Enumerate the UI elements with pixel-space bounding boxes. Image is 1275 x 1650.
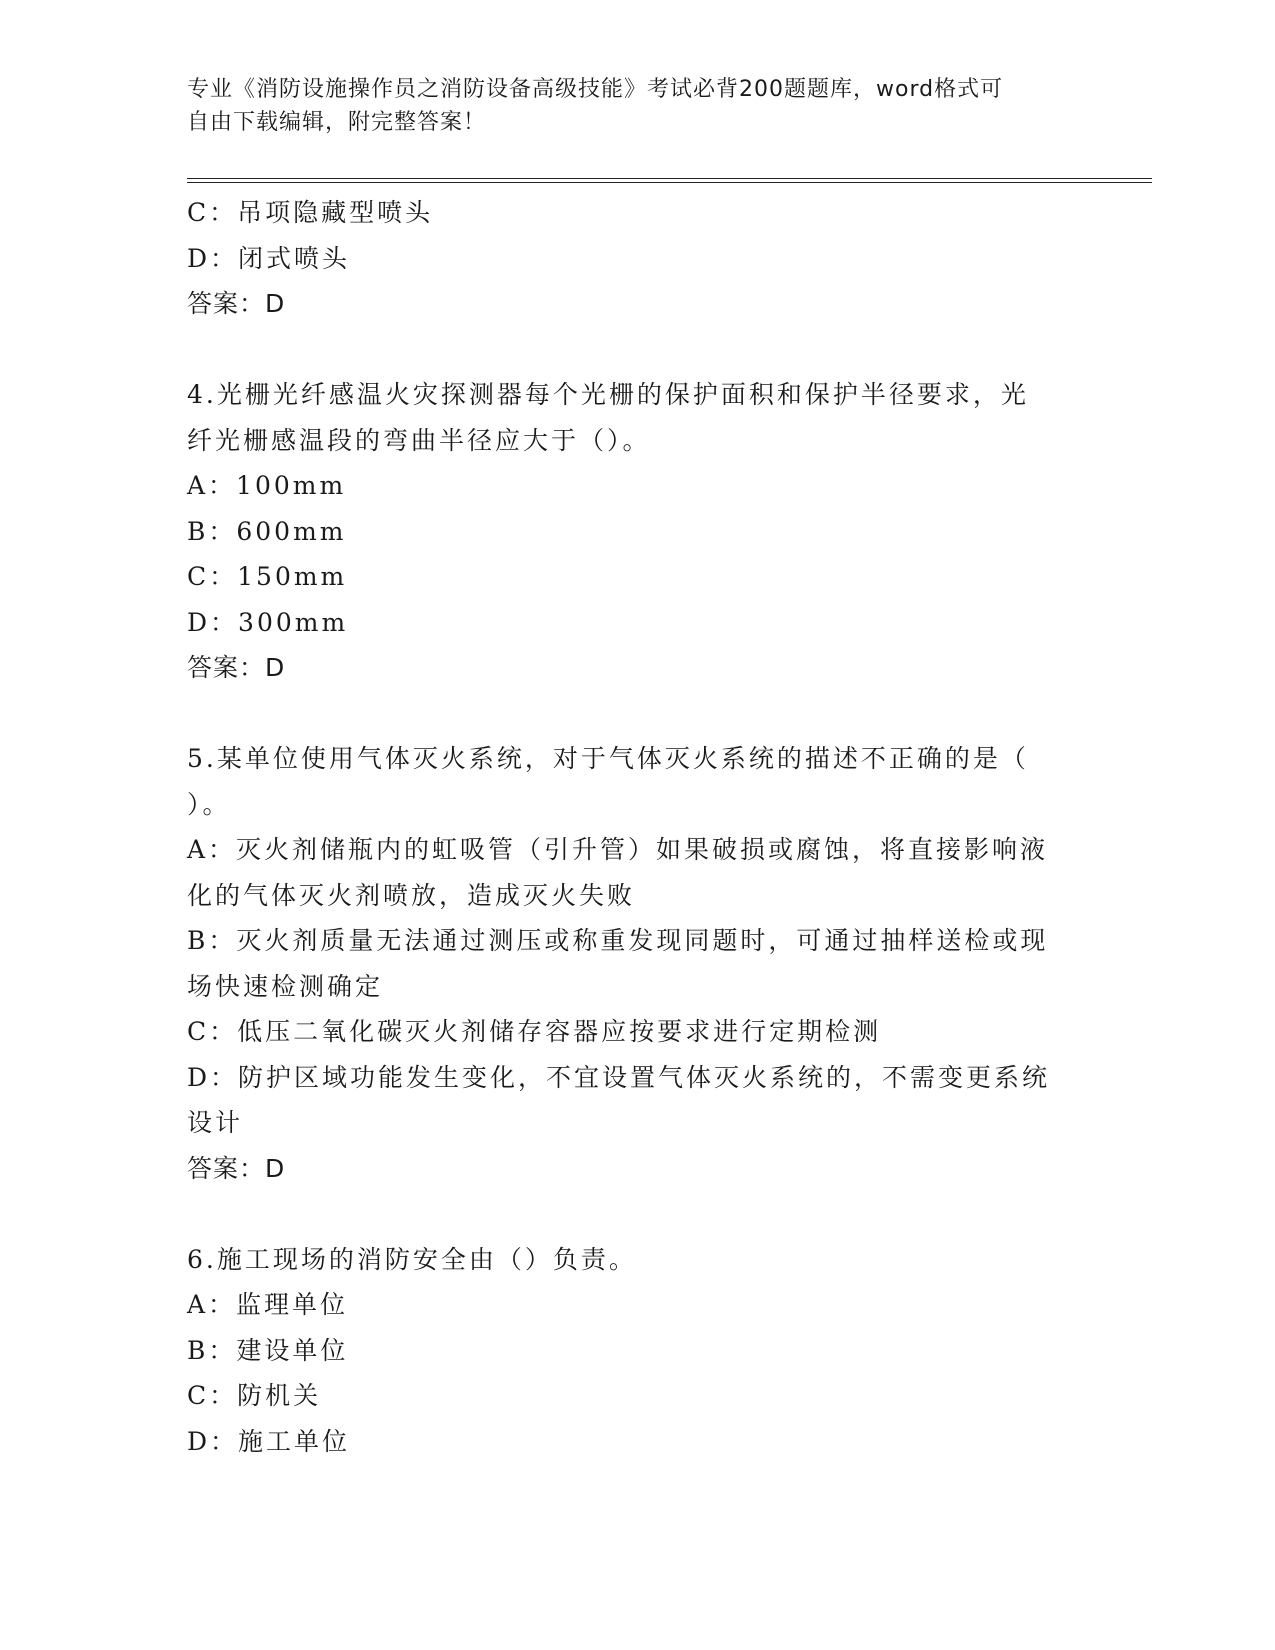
q6-option-a: A：监理单位 xyxy=(187,1290,349,1319)
header-divider xyxy=(187,178,1152,183)
q6-option-d: D：施工单位 xyxy=(187,1426,351,1456)
header-title-line-1: 专业《消防设施操作员之消防设备高级技能》考试必背200题题库，word格式可 xyxy=(187,77,1004,102)
question-6 xyxy=(187,1237,1087,1465)
page-header xyxy=(187,73,1067,139)
question-5 xyxy=(187,736,1087,1191)
q4-option-c: C：150mm xyxy=(187,562,348,591)
q3-answer: 答案：D xyxy=(187,289,286,318)
q6-option-c: C：防机关 xyxy=(187,1381,322,1410)
q4-option-b: B：600mm xyxy=(187,516,347,546)
spacer xyxy=(187,327,1087,373)
q5-stem-line-1: 5.某单位使用气体灭火系统，对于气体灭火系统的描述不正确的是（ xyxy=(187,744,1029,773)
question-content xyxy=(187,190,1087,1464)
q5-option-d-line-1: D：防护区域功能发生变化，不宜设置气体灭火系统的，不需变更系统 xyxy=(187,1062,1051,1092)
q4-option-a: A：100mm xyxy=(187,471,347,500)
question-4 xyxy=(187,372,1087,691)
q4-stem-line-2: 纤光栅感温段的弯曲半径应大于（）。 xyxy=(187,425,651,455)
q4-stem-line-1: 4.光栅光纤感温火灾探测器每个光栅的保护面积和保护半径要求，光 xyxy=(187,380,1029,409)
q5-option-b-line-1: B：灭火剂质量无法通过测压或称重发现同题时，可通过抽样送检或现 xyxy=(187,926,1049,955)
q4-option-d: D：300mm xyxy=(187,607,349,637)
q5-option-b-line-2: 场快速检测确定 xyxy=(187,971,384,1001)
q4-answer: 答案：D xyxy=(187,653,286,682)
q5-option-c: C：低压二氧化碳灭火剂储存容器应按要求进行定期检测 xyxy=(187,1017,882,1046)
q3-option-d: D：闭式喷头 xyxy=(187,243,351,273)
q6-stem: 6.施工现场的消防安全由（）负责。 xyxy=(187,1244,637,1274)
header-title-line-2: 自由下载编辑，附完整答案！ xyxy=(187,110,487,135)
question-3-tail xyxy=(187,190,1087,327)
q6-option-b: B：建设单位 xyxy=(187,1335,349,1365)
q5-option-d-line-2: 设计 xyxy=(187,1108,244,1137)
spacer xyxy=(187,1191,1087,1237)
q5-answer: 答案：D xyxy=(187,1153,286,1183)
q5-option-a-line-2: 化的气体灭火剂喷放，造成灭火失败 xyxy=(187,880,636,910)
q5-option-a-line-1: A：灭火剂储瓶内的虹吸管（引升管）如果破损或腐蚀，将直接影响液 xyxy=(187,835,1049,864)
spacer xyxy=(187,691,1087,737)
q5-stem-line-2: ）。 xyxy=(187,789,231,819)
q3-option-c: C：吊项隐藏型喷头 xyxy=(187,198,434,227)
